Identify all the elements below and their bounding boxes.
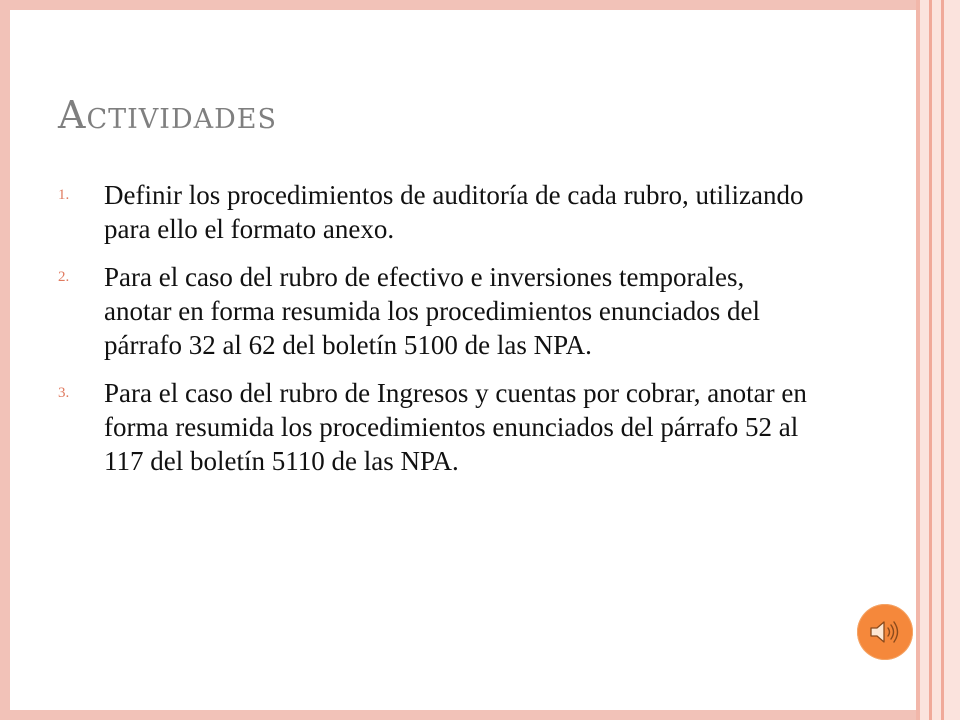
decor-stripe xyxy=(944,0,960,720)
list-item-text: Para el caso del rubro de efectivo e inversiones temporales, anotar en forma resumida los procedimientos enunciados del párrafo 32 al 62 del boletín 5100 de las NPA. xyxy=(104,262,761,360)
speaker-icon xyxy=(869,619,901,645)
slide-title: Actividades xyxy=(58,93,277,137)
audio-play-button[interactable] xyxy=(857,604,913,660)
list-item-text: Definir los procedimientos de auditoría de cada rubro, utilizando para ello el formato anexo. xyxy=(104,180,804,244)
frame-left-border xyxy=(0,0,10,720)
list-item xyxy=(58,178,818,246)
list-item xyxy=(58,376,818,478)
list-item-number: 3. xyxy=(58,385,70,401)
decor-stripe xyxy=(920,0,929,720)
list-item xyxy=(58,260,818,362)
list-item-number: 2. xyxy=(58,269,70,285)
frame-top-border xyxy=(0,0,920,10)
list-item-text: Para el caso del rubro de Ingresos y cuentas por cobrar, anotar en forma resumida los procedimientos enunciados del párrafo 52 al 117 del boletín 5110 de las NPA. xyxy=(104,378,807,476)
activity-list xyxy=(58,178,818,492)
frame-bottom-border xyxy=(0,710,920,720)
decor-stripe xyxy=(932,0,941,720)
list-item-number: 1. xyxy=(58,187,70,203)
